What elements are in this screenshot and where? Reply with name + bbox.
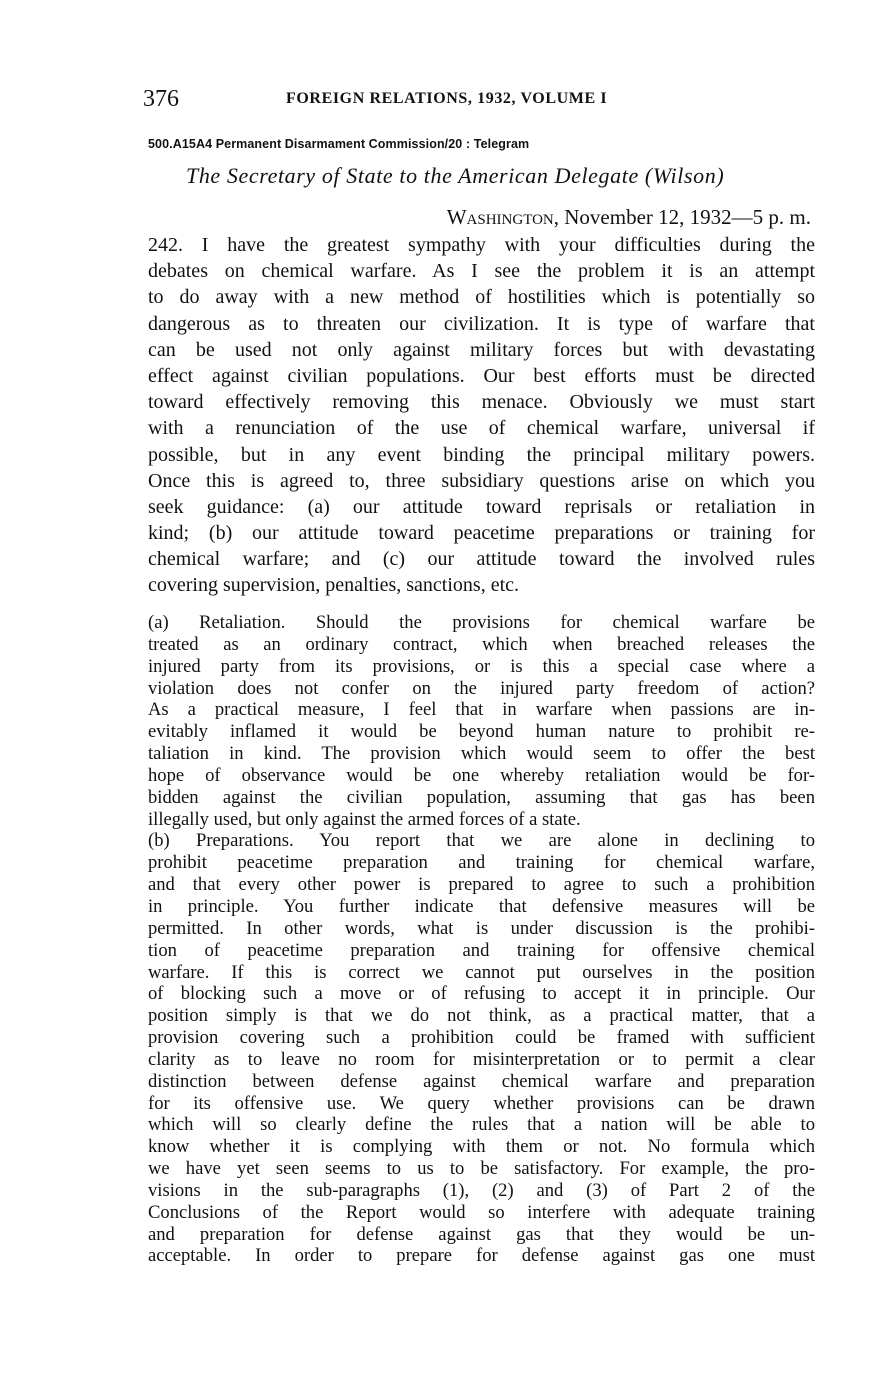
text-line: Conclusions of the Report would so interfere with adequate training xyxy=(148,1201,815,1223)
text-line: dangerous as to threaten our civilization. It is type of warfare that xyxy=(148,312,815,335)
text-line: which will so clearly define the rules that a nation will be able to xyxy=(148,1114,815,1136)
dateline-date: November 12, 1932—5 p. m. xyxy=(564,205,811,229)
text-line: of blocking such a move or of refusing to accept it in principle. Our xyxy=(148,983,815,1005)
text-line: Once this is agreed to, three subsidiary questions arise on which you xyxy=(148,469,815,492)
text-line: with a renunciation of the use of chemical warfare, universal if xyxy=(148,417,815,440)
text-line: toward effectively removing this menace. Obviously we must start xyxy=(148,391,815,414)
text-line: prohibit peacetime preparation and training for chemical warfare, xyxy=(148,852,815,874)
text-line: know whether it is complying with them or not. No formula which xyxy=(148,1136,815,1158)
text-line: in principle. You further indicate that defensive measures will be xyxy=(148,895,815,917)
page-number: 376 xyxy=(143,86,179,112)
text-line: acceptable. In order to prepare for defense against gas one must xyxy=(148,1245,815,1267)
main-paragraph xyxy=(148,232,815,599)
text-line: As a practical measure, I feel that in warfare when passions are in- xyxy=(148,699,815,721)
dateline xyxy=(447,205,811,230)
text-line: injured party from its provisions, or is this a special case where a xyxy=(148,655,815,677)
page-header xyxy=(143,86,673,116)
text-line: effect against civilian populations. Our best efforts must be directed xyxy=(148,364,815,387)
text-line: violation does not confer on the injured party freedom of action? xyxy=(148,677,815,699)
text-line: warfare. If this is correct we cannot put ourselves in the position xyxy=(148,961,815,983)
text-line: we have yet seen seems to us to be satisfactory. For example, the pro- xyxy=(148,1158,815,1180)
file-reference: 500.A15A4 Permanent Disarmament Commission/20 : Telegram xyxy=(148,137,530,151)
running-head: FOREIGN RELATIONS, 1932, VOLUME I xyxy=(286,90,608,107)
text-line: clarity as to leave no room for misinterpretation or to permit a clear xyxy=(148,1048,815,1070)
document-title: The Secretary of State to the American Delegate (Wilson) xyxy=(186,163,725,188)
text-line: illegally used, but only against the armed forces of a state. xyxy=(148,808,581,830)
text-line: hope of observance would be one whereby retaliation would be for- xyxy=(148,764,815,786)
text-line: bidden against the civilian population, assuming that gas has been xyxy=(148,786,815,808)
text-line: (a) Retaliation. Should the provisions for chemical warfare be xyxy=(148,612,815,633)
text-line: debates on chemical warfare. As I see the problem it is an attempt xyxy=(148,260,815,283)
preparations-paragraph xyxy=(148,830,815,1267)
text-line: covering supervision, penalties, sanctions, etc. xyxy=(148,574,520,597)
dateline-place: Washington, xyxy=(446,205,560,229)
text-line: permitted. In other words, what is under discussion is the prohibi- xyxy=(148,917,815,939)
text-line: (b) Preparations. You report that we are alone in declining to xyxy=(148,830,815,852)
text-line: treated as an ordinary contract, which when breached releases the xyxy=(148,633,815,655)
text-line: and that every other power is prepared to agree to such a prohibition xyxy=(148,874,815,896)
text-line: for its offensive use. We query whether provisions can be drawn xyxy=(148,1092,815,1114)
text-line: evitably inflamed it would be beyond human nature to prohibit re- xyxy=(148,721,815,743)
text-line: 242. I have the greatest sympathy with your difficulties during the xyxy=(148,234,815,256)
text-line: visions in the sub-paragraphs (1), (2) and (3) of Part 2 of the xyxy=(148,1179,815,1201)
retaliation-paragraph xyxy=(148,612,815,830)
text-line: to do away with a new method of hostilities which is potentially so xyxy=(148,286,815,309)
text-line: and preparation for defense against gas that they would be un- xyxy=(148,1223,815,1245)
text-line: taliation in kind. The provision which would seem to offer the best xyxy=(148,743,815,765)
text-line: tion of peacetime preparation and training for offensive chemical xyxy=(148,939,815,961)
text-line: kind; (b) our attitude toward peacetime preparations or training for xyxy=(148,522,815,545)
text-line: can be used not only against military forces but with devastating xyxy=(148,338,815,361)
text-line: position simply is that we do not think, as a practical matter, that a xyxy=(148,1005,815,1027)
text-line: possible, but in any event binding the principal military powers. xyxy=(148,443,815,466)
text-line: chemical warfare; and (c) our attitude toward the involved rules xyxy=(148,548,815,571)
text-line: seek guidance: (a) our attitude toward reprisals or retaliation in xyxy=(148,495,815,518)
subsidiary-paragraphs xyxy=(148,612,815,1267)
text-line: provision covering such a prohibition could be framed with sufficient xyxy=(148,1027,815,1049)
text-line: distinction between defense against chemical warfare and preparation xyxy=(148,1070,815,1092)
